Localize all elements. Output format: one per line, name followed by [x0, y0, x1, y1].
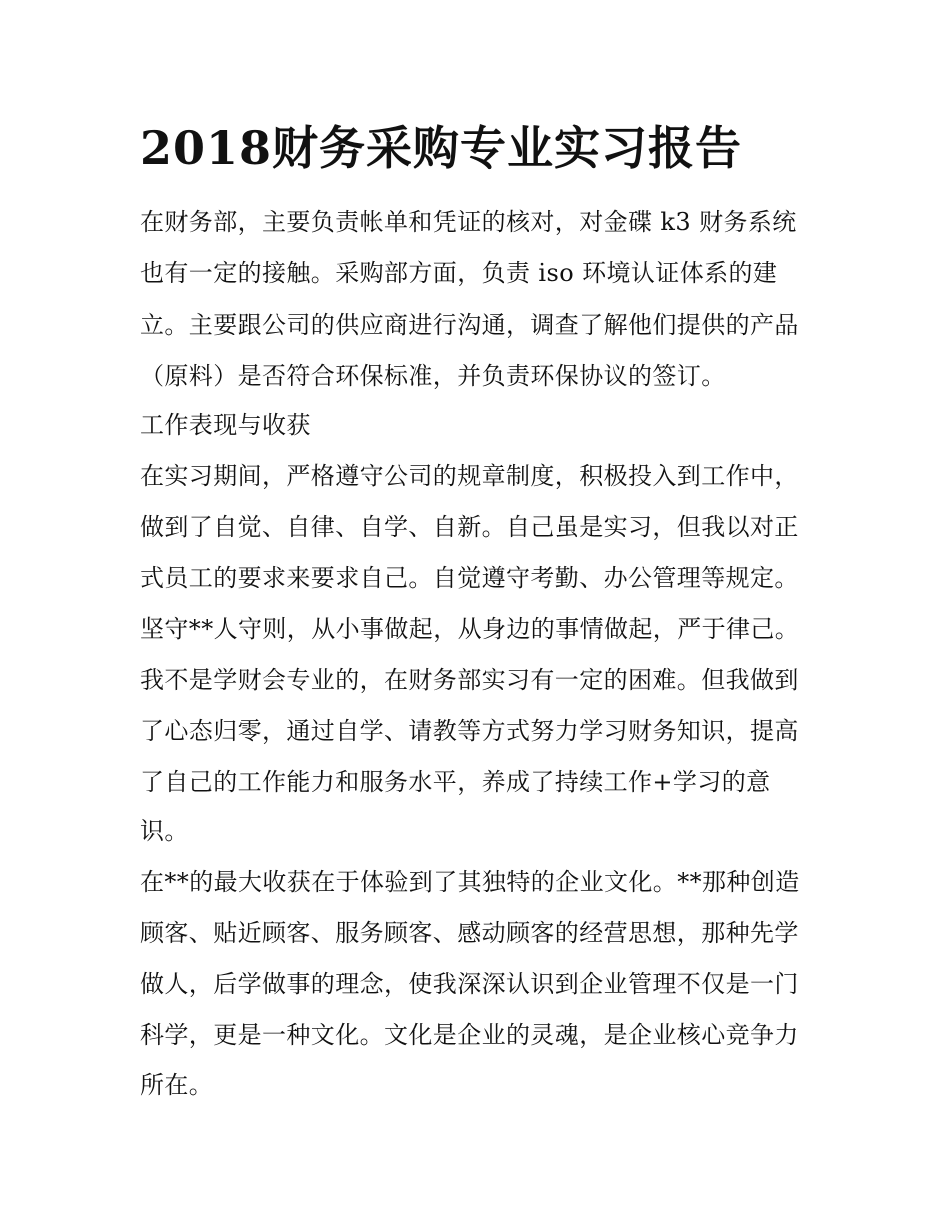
paragraph-line: 了心态归零，通过自学、请教等方式努力学习财务知识，提高	[140, 717, 799, 745]
paragraph-line: （原料）是否符合环保标准，并负责环保协议的签订。	[140, 362, 726, 390]
paragraph-line: 在**的最大收获在于体验到了其独特的企业文化。**那种创造	[140, 868, 800, 896]
paragraph-line: 了自己的工作能力和服务水平，养成了持续工作+学习的意	[140, 768, 771, 796]
paragraph-line: 在财务部，主要负责帐单和凭证的核对，对金碟 k3 财务系统	[140, 208, 797, 236]
paragraph-line: 做到了自觉、自律、自学、自新。自己虽是实习，但我以对正	[140, 513, 799, 541]
paragraph-line: 做人，后学做事的理念，使我深深认识到企业管理不仅是一门	[140, 970, 799, 998]
paragraph-line: 在实习期间，严格遵守公司的规章制度，积极投入到工作中，	[140, 462, 799, 490]
paragraph-line: 坚守**人守则，从小事做起，从身边的事情做起，严于律己。	[140, 615, 800, 643]
paragraph-line: 所在。	[140, 1071, 214, 1099]
paragraph-line: 我不是学财会专业的，在财务部实习有一定的困难。但我做到	[140, 666, 799, 694]
document-title: 2018财务采购专业实习报告	[140, 121, 743, 175]
paragraph-line: 顾客、贴近顾客、服务顾客、感动顾客的经营思想，那种先学	[140, 919, 799, 947]
paragraph-line: 立。主要跟公司的供应商进行沟通，调查了解他们提供的产品	[140, 311, 799, 339]
paragraph-line: 也有一定的接触。采购部方面，负责 iso 环境认证体系的建	[140, 259, 778, 287]
paragraph-line: 识。	[140, 817, 189, 845]
section-heading: 工作表现与收获	[140, 411, 311, 439]
paragraph-line: 科学，更是一种文化。文化是企业的灵魂，是企业核心竞争力	[140, 1021, 799, 1049]
paragraph-line: 式员工的要求来要求自己。自觉遵守考勤、办公管理等规定。	[140, 564, 799, 592]
